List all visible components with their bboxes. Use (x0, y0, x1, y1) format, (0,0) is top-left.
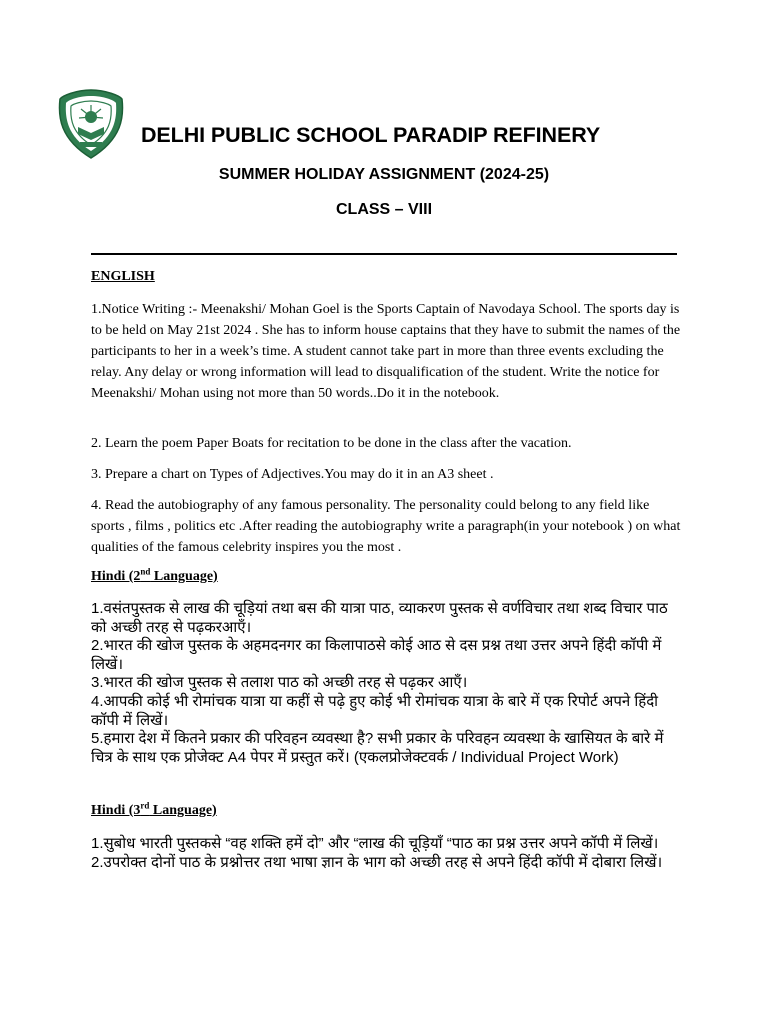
hindi-3rd-language-heading: Hindi (3rd Language) (91, 800, 217, 818)
hindi-2nd-language-heading: Hindi (2nd Language) (91, 566, 218, 584)
english-heading: ENGLISH (91, 269, 155, 284)
school-name: DELHI PUBLIC SCHOOL PARADIP REFINERY (141, 123, 601, 147)
hindi-2nd-language-list (91, 600, 683, 767)
english-item-2: 2. Learn the poem Paper Boats for recitation to be done in the class after the vacation. (91, 436, 572, 451)
english-item-1: 1.Notice Writing :- Meenakshi/ Mohan Goel is the Sports Captain of Navodaya School. The sports day is to be held on May 21st 2024 . She has to inform house captains that they have to submit the names of the participants to her in a week’s time. A student cannot take part in more than three events excluding the relay. Any delay or wrong information will lead to disqualification of the student. Write the notice for Meenakshi/ Mohan using not more than 50 words..Do it in the notebook. (91, 302, 681, 401)
class-label: CLASS – VIII (335, 201, 433, 218)
list-item: 1.वसंतपुस्तक से लाख की चूड़ियां तथा बस की यात्रा पाठ, व्याकरण पुस्तक से वर्णविचार तथा शब्द विचार पाठ को अच्छी तरह से पढ़करआएँ। (91, 600, 668, 636)
assignment-title: SUMMER HOLIDAY ASSIGNMENT (2024-25) (218, 166, 550, 183)
english-item-3: 3. Prepare a chart on Types of Adjectives.You may do it in an A3 sheet . (91, 467, 494, 482)
hindi-3rd-language-list (91, 835, 683, 872)
list-item: 5.हमारा देश में कितने प्रकार की परिवहन व्यवस्था है? सभी प्रकार के परिवहन व्यवस्था के खासियत के बारे में चित्र के साथ एक प्रोजेक्ट A4 पेपर में प्रस्तुत करें। (एकलप्रोजेक्टवर्क / Individual Project Work) (91, 730, 664, 766)
english-item-4: 4. Read the autobiography of any famous personality. The personality could belong to any field like sports , films , politics etc .After reading the autobiography write a paragraph(in your notebook ) on what qualities of the famous celebrity inspires you the most . (91, 498, 681, 555)
list-item: 2.भारत की खोज पुस्तक के अहमदनगर का किलापाठसे कोई आठ से दस प्रश्न तथा उत्तर अपने हिंदी कॉपी में लिखें। (91, 637, 662, 673)
list-item: 3.भारत की खोज पुस्तक से तलाश पाठ को अच्छी तरह से पढ़कर आएँ। (91, 674, 468, 692)
header-divider (91, 253, 677, 255)
list-item: 2.उपरोक्त दोनों पाठ के प्रश्नोत्तर तथा भाषा ज्ञान के भाग को अच्छी तरह से अपने हिंदी कॉपी में दोबारा लिखें। (91, 853, 663, 871)
list-item: 1.सुबोध भारती पुस्तकसे “वह शक्ति हमें दो” और “लाख की चूड़ियाँ “पाठ का प्रश्न उत्तर अपने कॉपी में लिखें। (91, 835, 659, 852)
list-item: 4.आपकी कोई भी रोमांचक यात्रा या कहीं से पढ़े हुए कोई भी रोमांचक यात्रा के बारे में एक रिपोर्ट अपने हिंदी कॉपी में लिखें। (91, 692, 659, 729)
school-crest-logo (54, 87, 128, 161)
